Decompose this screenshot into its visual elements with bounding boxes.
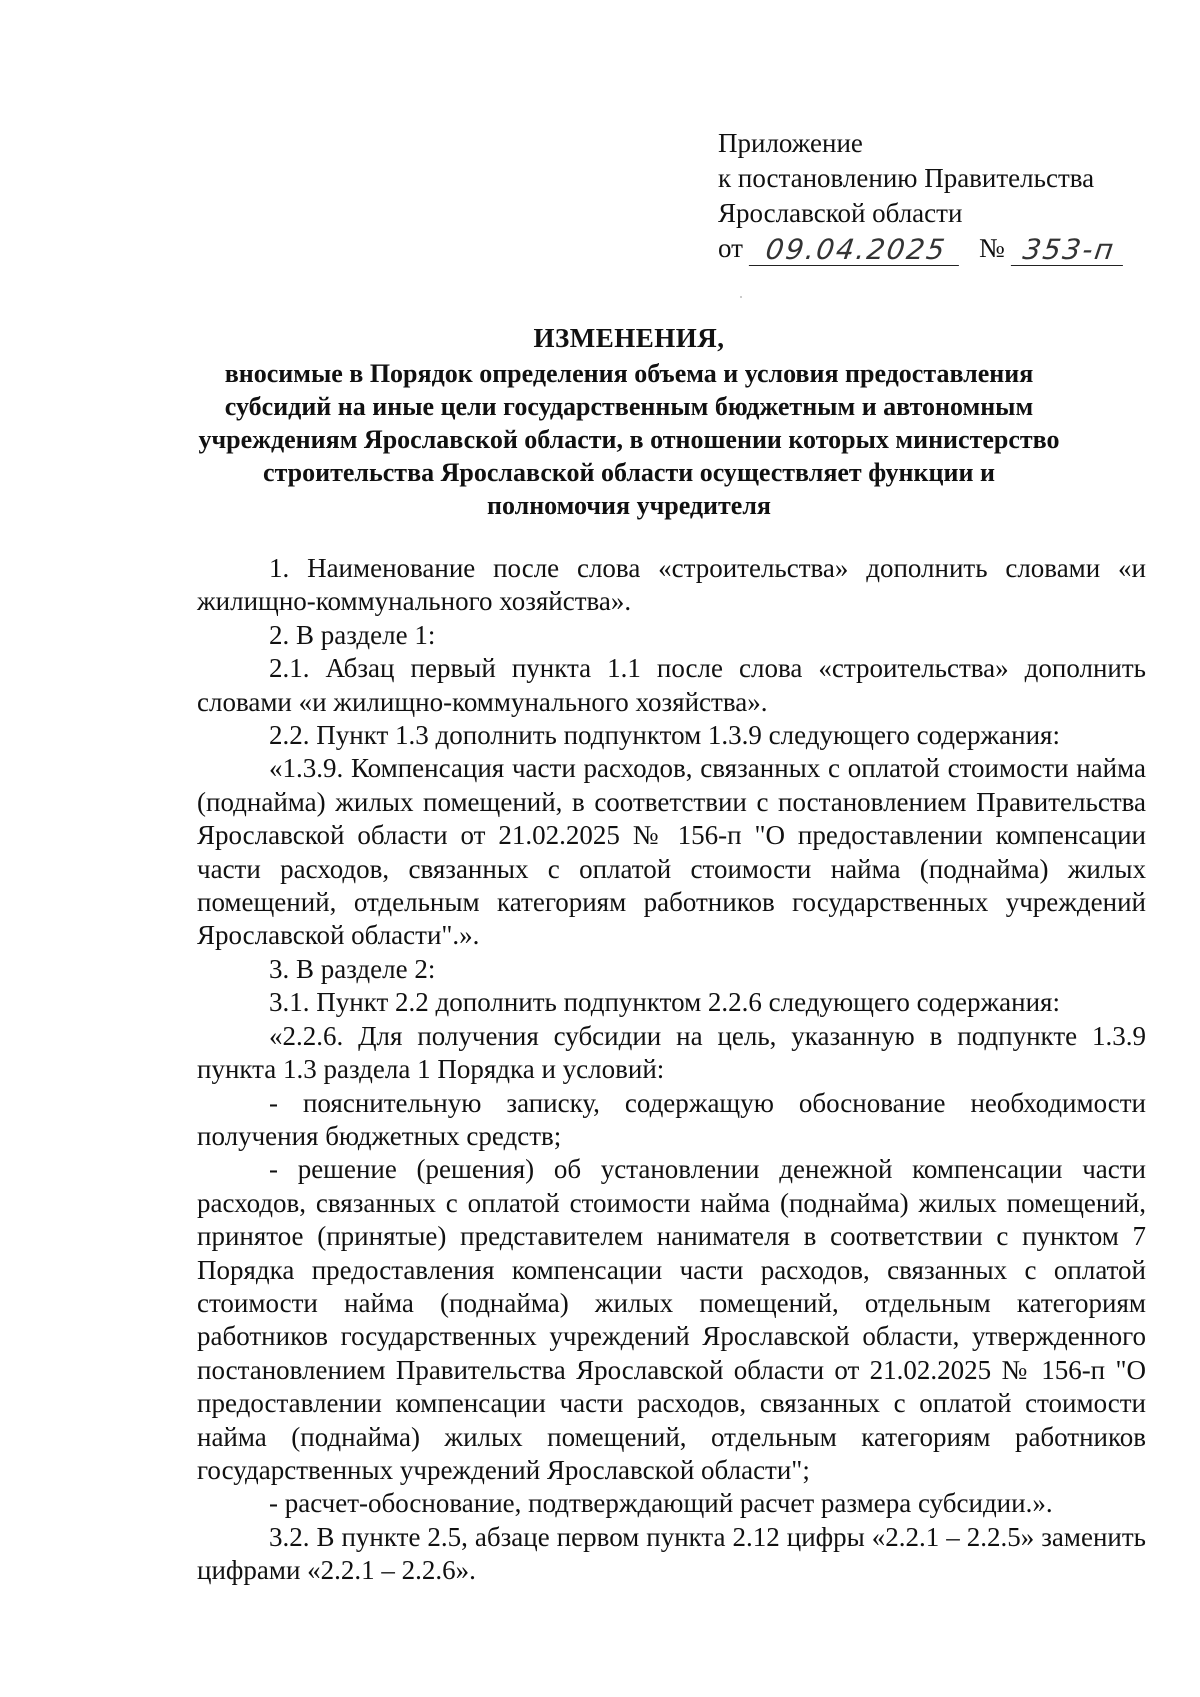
- date-number-line: [718, 231, 1158, 266]
- subtitle-line: субсидий на иные цели государственным бюджетным и автономным: [224, 392, 1034, 421]
- paragraph: 3.1. Пункт 2.2 дополнить подпунктом 2.2.6 следующего содержания:: [269, 987, 1060, 1018]
- scan-speck: [740, 296, 742, 298]
- handwritten-date: 09.04.2025: [749, 235, 963, 266]
- paragraph: - расчет-обоснование, подтверждающий расчет размера субсидии.».: [269, 1488, 1053, 1519]
- paragraph: 2.1. Абзац первый пункта 1.1 после слова «строительства» дополнить словами «и жилищно-коммунального хозяйства».: [197, 653, 1146, 717]
- subtitle-line: полномочия учредителя: [486, 491, 772, 520]
- appendix-block: [718, 126, 1158, 266]
- title-block: [190, 322, 1068, 522]
- paragraph: 3.2. В пункте 2.5, абзаце первом пункта 2.12 цифры «2.2.1 – 2.2.5» заменить цифрами «2.2.1 – 2.2.6».: [197, 1521, 1146, 1586]
- appendix-line-3: Ярославской области: [718, 198, 963, 228]
- number-prefix: №: [978, 233, 1005, 263]
- paragraph: 3. В разделе 2:: [269, 953, 436, 984]
- document-body: [197, 552, 1146, 1588]
- paragraph: «1.3.9. Компенсация части расходов, связанных с оплатой стоимости найма (поднайма) жилых помещений, в соответствии с постановлением Правительства Ярославской области от 21.02.2025 № 156-п "О предоставлении компенсации части расходов, связанных с оплатой стоимости найма (поднайма) жилых помещений, отдельным категориям работников государственных учреждений Ярославской области".».: [197, 753, 1146, 951]
- subtitle-line: вносимые в Порядок определения объема и условия предоставления: [224, 359, 1034, 388]
- paragraph: - пояснительную записку, содержащую обоснование необходимости получения бюджетных средств;: [197, 1087, 1146, 1151]
- document-title: ИЗМЕНЕНИЯ,: [533, 323, 725, 353]
- subtitle-line: учреждениям Ярославской области, в отношении которых министерство: [198, 425, 1060, 454]
- appendix-line-2: к постановлению Правительства: [718, 163, 1095, 193]
- paragraph: - решение (решения) об установлении денежной компенсации части расходов, связанных с оплатой стоимости найма (поднайма) жилых помещений, принятое (принятые) представителем нанимателя в соответствии с пунктом 7 Порядка предоставления компенсации части расходов, связанных с оплатой стоимости найма (поднайма) жилых помещений, отдельным категориям работников государственных учреждений Ярославской области, утвержденного постановлением Правительства Ярославской области от 21.02.2025 № 156-п "О предоставлении компенсации части расходов, связанных с оплатой стоимости найма (поднайма) жилых помещений, отдельным категориям работников государственных учреждений Ярославской области";: [197, 1154, 1146, 1485]
- date-prefix: от: [718, 233, 743, 263]
- paragraph: 2. В разделе 1:: [269, 619, 436, 650]
- subtitle-line: строительства Ярославской области осуществляет функции и: [263, 458, 995, 487]
- paragraph: 1. Наименование после слова «строительства» дополнить словами «и жилищно-коммунального хозяйства».: [197, 553, 1146, 617]
- handwritten-number: 353-п: [1011, 235, 1127, 266]
- appendix-line-1: Приложение: [718, 128, 863, 158]
- paragraph: 2.2. Пункт 1.3 дополнить подпунктом 1.3.9 следующего содержания:: [269, 720, 1060, 751]
- paragraph: «2.2.6. Для получения субсидии на цель, указанную в подпункте 1.3.9 пункта 1.3 раздела 1 Порядка и условий:: [197, 1020, 1146, 1085]
